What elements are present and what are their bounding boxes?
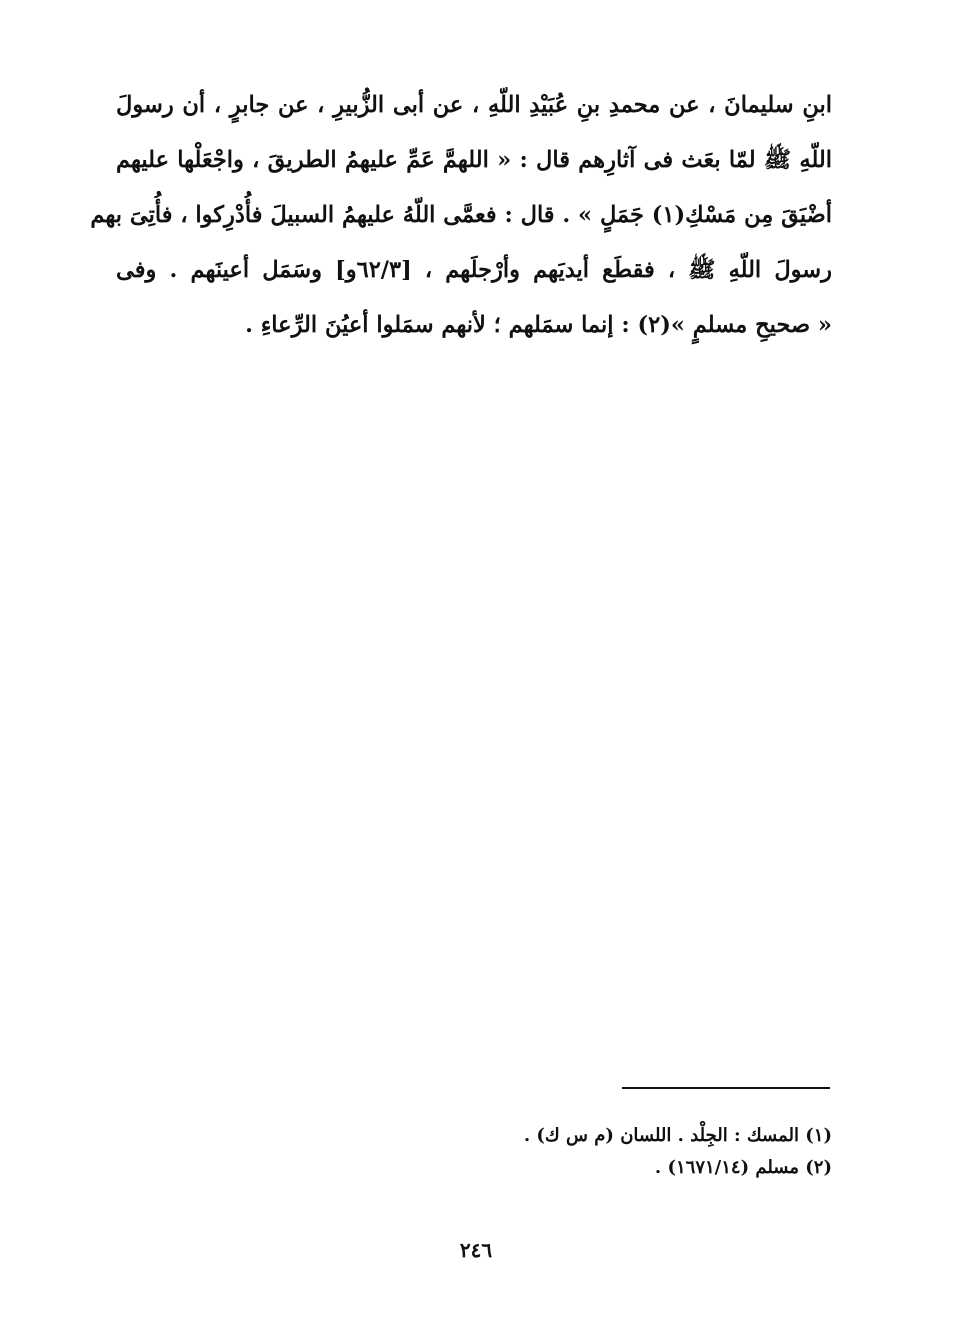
footnote-2: (٢) مسلم (١٦٧١/١٤) . [654, 1157, 832, 1178]
main-text-line-1: ابنِ سليمانَ ، عن محمدِ بنِ عُبَيْدِ اللّهِ ، عن أبى الزُّبيرِ ، عن جابرٍ ، أن رسولَ [116, 92, 832, 118]
main-text-line-4: رسولَ اللّهِ ﷺ ، فقطَع أيديَهم وأرْجلَهم ، [٦٢/٣و] وسَمَل أعينَهم . وفى [116, 257, 833, 283]
main-text-line-3: أضْيَقَ مِن مَسْكِ(١) جَمَلٍ » . قال : فعمَّى اللّهُ عليهمُ السبيلَ فأُدْرِكوا ، فأُتِىَ بهم [90, 202, 832, 228]
main-text-block [90, 78, 833, 353]
page-number: ٢٤٦ [459, 1238, 493, 1262]
footnote-separator-rule [622, 1087, 830, 1089]
main-text-line-2: اللّهِ ﷺ لمّا بعَث فى آثارِهم قال : « اللهمَّ عَمِّ عليهمُ الطريقَ ، واجْعَلْها عليهم [116, 147, 832, 173]
footnotes [380, 1120, 832, 1184]
main-text-line-5: « صحيحِ مسلمٍ »(٢) : إنما سمَلهم ؛ لأنهم سمَلوا أعيُنَ الرِّعاءِ . [245, 312, 832, 338]
footnote-1: (١) المسك : الجِلْد . اللسان (م س ك) . [523, 1125, 832, 1146]
